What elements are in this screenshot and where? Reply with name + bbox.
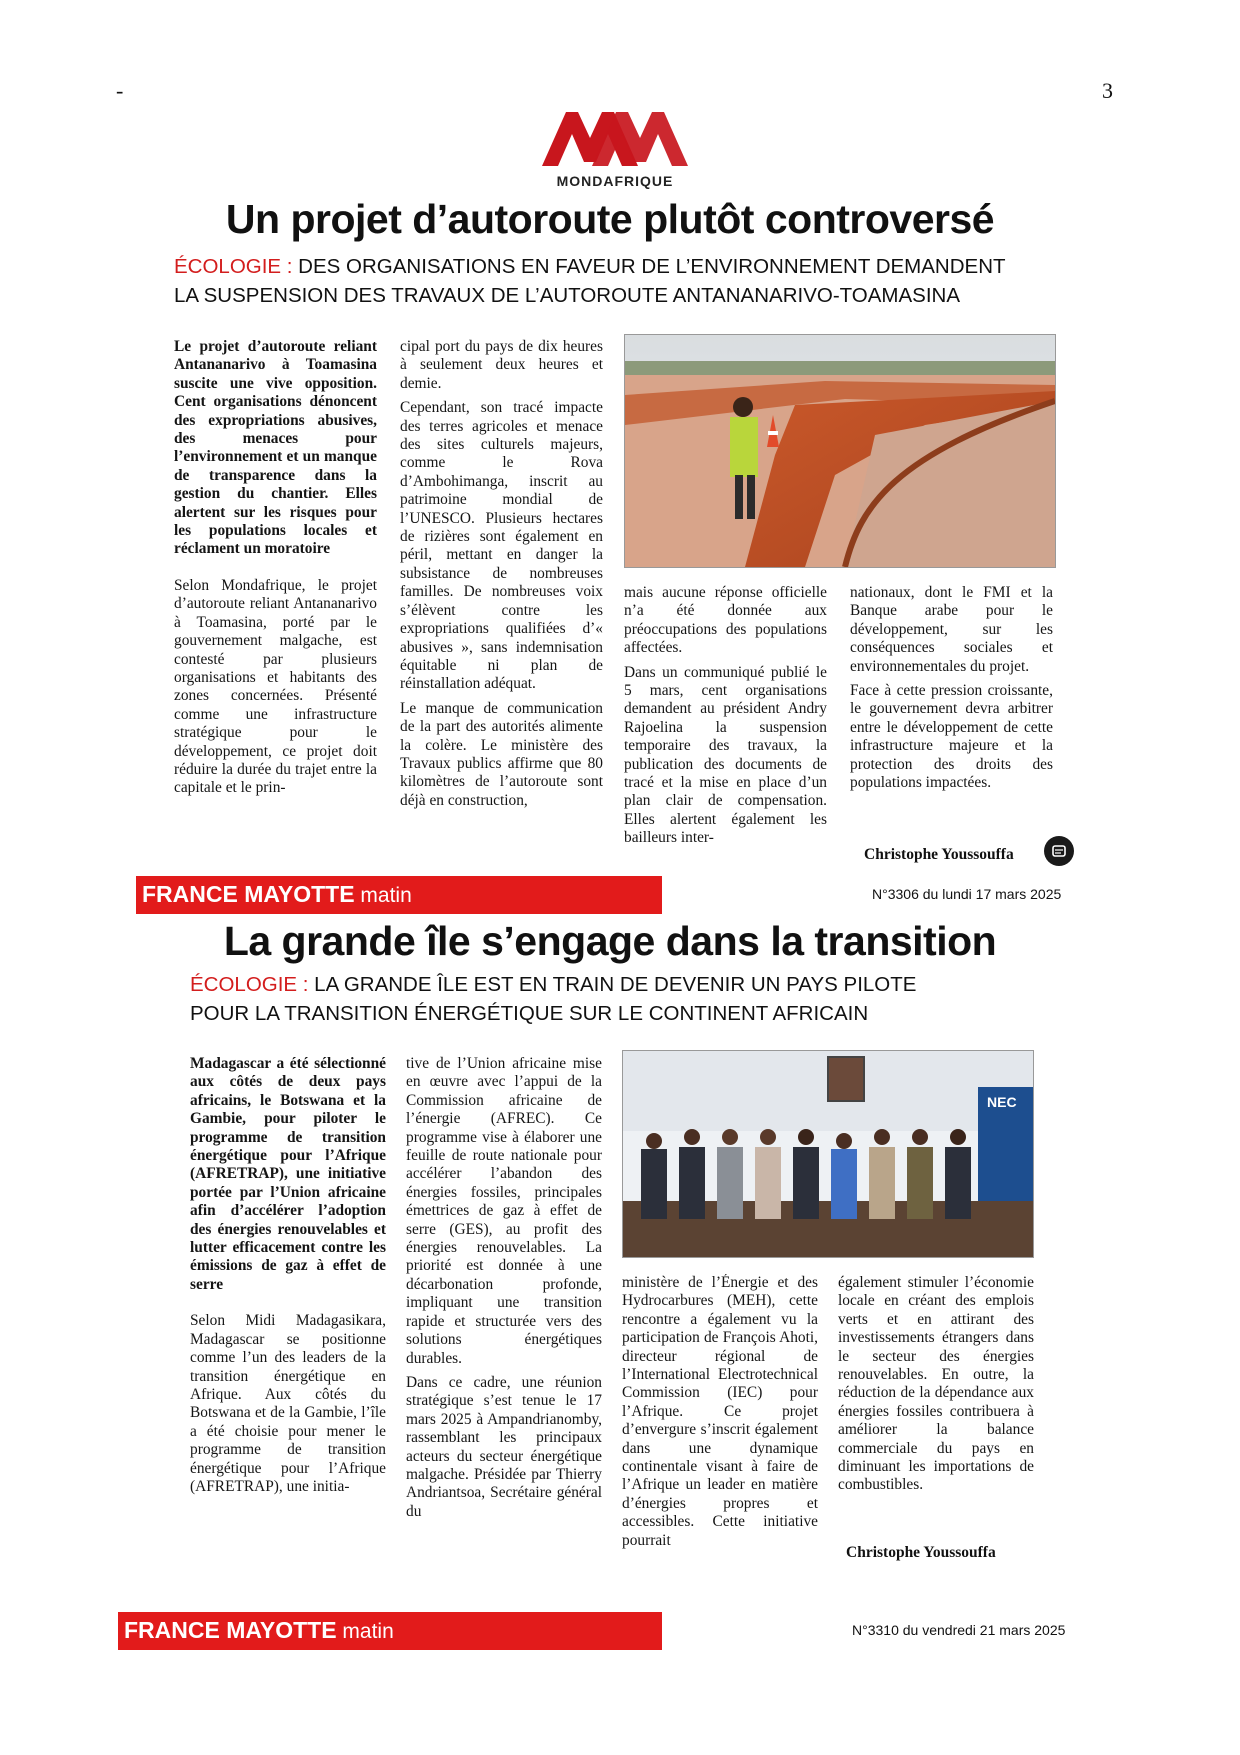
article1-col4-paragraph-1: nationaux, dont le FMI et la Banque arabe pour le développement, sur les conséquences sociales et environnementales du projet. bbox=[850, 584, 1053, 675]
article1-subtitle-keyword: ÉCOLOGIE : bbox=[174, 255, 293, 278]
article2-column-3 bbox=[622, 1274, 818, 1566]
article2-col3-paragraph: ministère de l’Énergie et des Hydrocarbures (MEH), cette rencontre a également vu la participation de François Ahoti, directeur régional de l’International Electrotechnical Commission (IEC) pour l’Afrique. Ce projet d’envergure s’inscrit également dans une dynamique continentale visant à faire de l’Afrique un leader en matière d’énergies propres et accessibles. Cette initiative pourrait bbox=[622, 1274, 818, 1549]
mondafrique-logo bbox=[540, 108, 690, 189]
article1-col3-paragraph-2: Dans un communiqué publié le 5 mars, cent organisations demandent au président Andry Rajoelina la suspension temporaire des travaux, la publication des documents de tracé et la mise en place d’un plan clair de compensation. Elles alertent également les bailleurs inter- bbox=[624, 663, 827, 847]
article1-col2-paragraph-3: Le manque de communication de la part des autorités alimente la colère. Le ministère des Travaux publics affirme que 80 kilomètres de l’autoroute sont déjà en construction, bbox=[400, 699, 603, 809]
article2-photo-group-meeting bbox=[622, 1050, 1034, 1258]
article1-author: Christophe Youssouffa bbox=[864, 846, 1014, 863]
article2-lead: Madagascar a été sélectionné aux côtés de deux pays africains, le Botswana et la Gambie, pour piloter le programme de transition énergétique pour l’Afrique (AFRETRAP), une initiative portée par l’Union africaine afin d’accélérer l’adoption des énergies renouvelables et lutter efficacement contre les émissions de gaz à effet de serre bbox=[190, 1055, 386, 1293]
article1-column-1 bbox=[174, 338, 377, 866]
article1-col4-paragraph-2: Face à cette pression croissante, le gouvernement devra arbitrer entre le développement de cette infrastructure majeure et la protection des droits des populations impactées. bbox=[850, 682, 1053, 792]
article2-banner-name: FRANCE MAYOTTE bbox=[124, 1617, 337, 1643]
article2-col2-paragraph-2: Dans ce cadre, une réunion stratégique s’est tenue le 17 mars 2025 à Ampandrianomby, rassemblant les principaux acteurs du secteur énergétique malgache. Présidée par Thierry Andriantsoa, Secrétaire général du bbox=[406, 1373, 602, 1520]
article2-column-4 bbox=[838, 1274, 1034, 1534]
article2-column-2 bbox=[406, 1055, 602, 1565]
article1-title: Un projet d’autoroute plutôt controversé bbox=[225, 196, 995, 242]
article2-author: Christophe Youssouffa bbox=[846, 1544, 996, 1561]
share-icon bbox=[1044, 836, 1074, 866]
mondafrique-logo-mark bbox=[540, 108, 690, 168]
article1-subtitle bbox=[174, 252, 1006, 310]
article1-col2-paragraph-2: Cependant, son tracé impacte des terres agricoles et menace des sites culturels majeurs, comme le Rova d’Ambohimanga, inscrit au patrimoine mondial de l’UNESCO. Plusieurs hectares de rizières sont également en péril, mettant en danger la subsistance de nombreuses familles. De nombreuses voix s’élèvent contre les expropriations qualifiées d’« abusives », sans indemnisation équitable ni plan de réinstallation adéquat. bbox=[400, 399, 603, 693]
article2-subtitle-line2: POUR LA TRANSITION ÉNERGÉTIQUE SUR LE CONTINENT AFRICAIN bbox=[190, 1002, 869, 1025]
article1-banner-suffix: matin bbox=[354, 884, 412, 907]
article1-issue: N°3306 du lundi 17 mars 2025 bbox=[872, 886, 1062, 902]
article2-subtitle bbox=[190, 970, 916, 1028]
article2-col2-paragraph-1: tive de l’Union africaine mise en œuvre avec l’appui de la Commission africaine de l’énergie (AFREC). Ce programme vise à élaborer une feuille de route nationale pour accélérer l’abandon des énergies fossiles, principales émettrices de gaz à effet de serre (GES), au profit des énergies renouvelables. La priorité est donnée à une décarbonation profonde, impliquant une transition rapide et structurée vers des solutions énergétiques durables. bbox=[406, 1055, 602, 1367]
article2-col4-paragraph: également stimuler l’économie locale en créant des emplois verts et en attirant des investissements étrangers dans le secteur des énergies renouvelables. En outre, la réduction de la dépendance aux énergies fossiles contribuera à améliorer la balance commerciale du pays en diminuant les importations de combustibles. bbox=[838, 1274, 1034, 1494]
article2-banner bbox=[118, 1612, 662, 1650]
article1-subtitle-line1: DES ORGANISATIONS EN FAVEUR DE L’ENVIRONNEMENT DEMANDENT bbox=[292, 255, 1006, 278]
article2-subtitle-line1: LA GRANDE ÎLE EST EN TRAIN DE DEVENIR UN PAYS PILOTE bbox=[308, 973, 917, 996]
article1-column-3 bbox=[624, 584, 827, 866]
article1-column-4 bbox=[850, 584, 1053, 834]
page-left-mark: - bbox=[116, 78, 124, 103]
article1-photo-road-construction bbox=[624, 334, 1056, 568]
article1-lead: Le projet d’autoroute reliant Antananarivo à Toamasina suscite une vive opposition. Cent organisations dénoncent des expropriations abusives, des menaces pour l’environnement et un manque de transparence dans la gestion du chantier. Elles alertent sur les risques pour les populations locales et réclament un moratoire bbox=[174, 338, 377, 558]
photo-sign-text: NEC bbox=[987, 1094, 1017, 1110]
article1-col2-paragraph-1: cipal port du pays de dix heures à seulement deux heures et demie. bbox=[400, 338, 603, 392]
article1-banner bbox=[136, 876, 662, 914]
logo-wordmark: MONDAFRIQUE bbox=[556, 173, 674, 189]
article2-col1-paragraph: Selon Midi Madagasikara, Madagascar se positionne comme l’un des leaders de la transition énergétique en Afrique. Aux côtés du Botswana et de la Gambie, l’île a été choisie pour mener le programme de transition énergétique pour l’Afrique (AFRETRAP), une initia- bbox=[190, 1312, 386, 1495]
article1-column-2 bbox=[400, 338, 603, 866]
article1-col3-paragraph-1: mais aucune réponse officielle n’a été donnée aux préoccupations des populations affectées. bbox=[624, 584, 827, 657]
article1-col1-paragraph: Selon Mondafrique, le projet d’autoroute reliant Antananarivo à Toamasina, porté par le gouvernement malgache, est contesté par plusieurs organisations et habitants des zones concernées. Présenté comme une infrastructure stratégique pour le développement, ce projet doit réduire la durée du trajet entre la capitale et le prin- bbox=[174, 576, 377, 797]
article1-subtitle-line2: LA SUSPENSION DES TRAVAUX DE L’AUTOROUTE ANTANANARIVO-TOAMASINA bbox=[174, 284, 961, 307]
article1-banner-name: FRANCE MAYOTTE bbox=[142, 881, 355, 907]
article2-title: La grande île s’engage dans la transition bbox=[223, 918, 997, 964]
article2-issue: N°3310 du vendredi 21 mars 2025 bbox=[852, 1622, 1066, 1638]
article2-column-1 bbox=[190, 1055, 386, 1565]
article2-subtitle-keyword: ÉCOLOGIE : bbox=[190, 973, 309, 996]
page-number: 3 bbox=[1102, 78, 1113, 103]
article2-banner-suffix: matin bbox=[336, 1620, 394, 1643]
